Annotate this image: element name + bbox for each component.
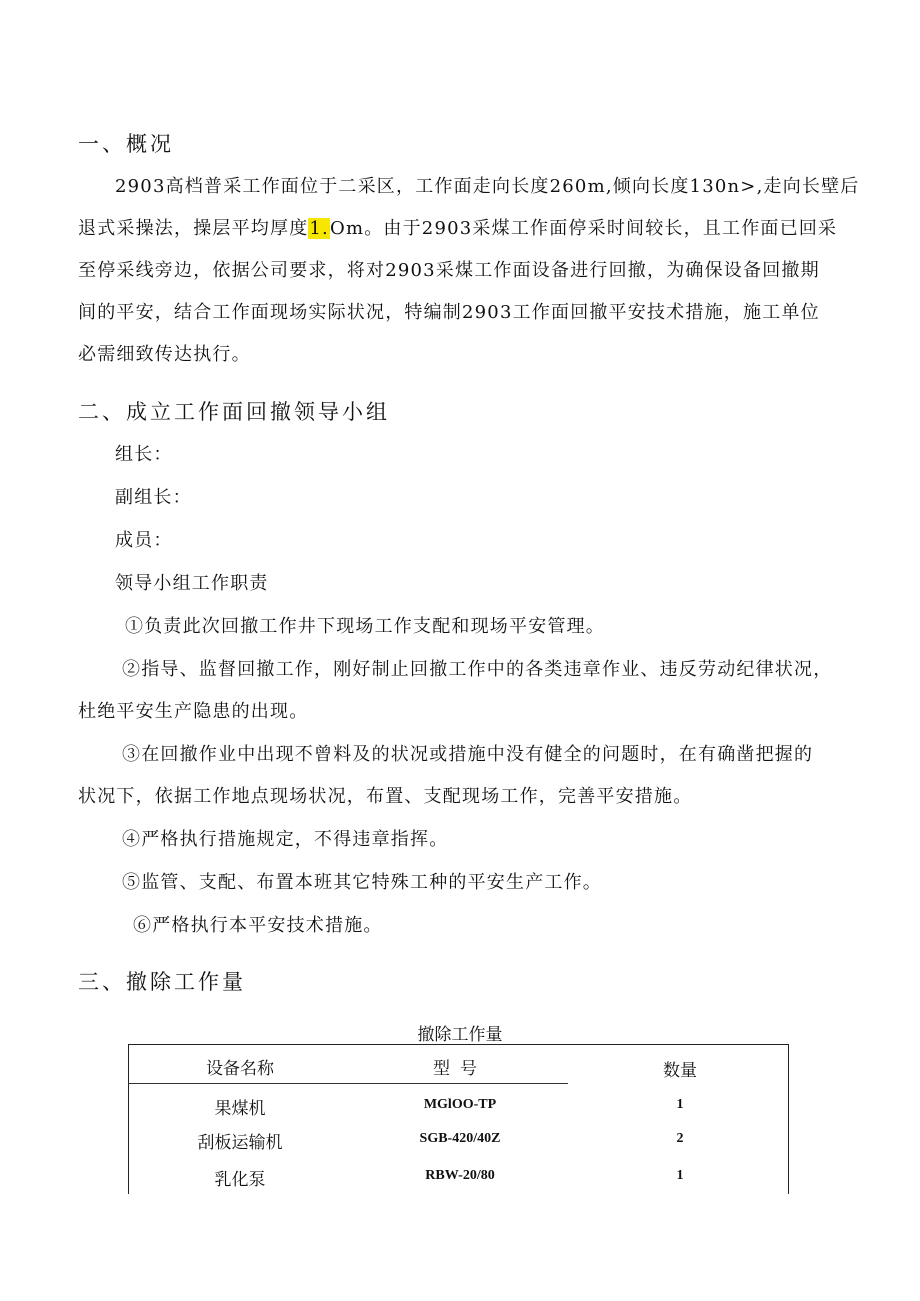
duty-item-4: ④严格执行措施规定，不得违章指挥。 <box>122 829 449 850</box>
s1-paragraph-line-5: 必需细致传达执行。 <box>78 344 251 365</box>
section-2-title: 二、成立工作面回撤领导小组 <box>78 400 390 424</box>
header-model: 型号 <box>433 1059 487 1078</box>
s1-paragraph-line-3: 至停采线旁边，依据公司要求，将对2903采煤工作面设备进行回撤，为确保设备回撤期 <box>78 260 820 281</box>
s1-line2-text-b: Om。由于2903采煤工作面停采时间较长，且工作面已回采 <box>329 218 838 239</box>
table-top-border <box>128 1044 789 1045</box>
duty-item-5: ⑤监管、支配、布置本班其它特殊工种的平安生产工作。 <box>122 872 602 893</box>
duties-heading: 领导小组工作职责 <box>115 573 269 594</box>
duty-item-6: ⑥严格执行本平安技术措施。 <box>133 915 383 936</box>
table-caption: 撤除工作量 <box>417 1025 503 1044</box>
leader-label: 组长： <box>115 444 173 465</box>
s1-line2-text-a: 退式采操法，操层平均厚度 <box>78 218 309 239</box>
section-3-title: 三、撤除工作量 <box>78 970 246 994</box>
s1-paragraph-line-2 <box>78 214 837 240</box>
s1-paragraph-line-1: 2903高档普采工作面位于二采区，工作面走向长度260m,倾向长度130n>,走向长壁后 <box>115 176 860 197</box>
row-3-qty: 1 <box>676 1168 684 1183</box>
s1-paragraph-line-4: 间的平安，结合工作面现场实际状况，特编制2903工作面回撤平安技术措施，施工单位 <box>78 302 820 323</box>
duty-item-3-line-2: 状况下，依据工作地点现场状况，布置、支配现场工作，完善平安措施。 <box>78 786 693 807</box>
vice-leader-label: 副组长： <box>115 487 192 508</box>
table-left-border <box>128 1044 129 1194</box>
row-2-name: 刮板运输机 <box>197 1133 283 1152</box>
header-quantity: 数量 <box>663 1061 697 1080</box>
row-2-model: SGB-420/40Z <box>419 1131 501 1146</box>
duty-item-2-line-1: ②指导、监督回撤工作，刚好制止回撤工作中的各类违章作业、违反劳动纪律状况， <box>122 659 833 680</box>
table-header-divider <box>128 1083 568 1084</box>
duty-item-2-line-2: 杜绝平安生产隐患的出现。 <box>78 701 309 722</box>
row-1-name: 果煤机 <box>214 1099 266 1118</box>
table-right-border <box>788 1044 789 1194</box>
row-1-model: MGlOO-TP <box>423 1097 497 1112</box>
row-2-qty: 2 <box>676 1131 684 1146</box>
row-3-name: 乳化泵 <box>214 1170 266 1189</box>
row-1-qty: 1 <box>676 1097 684 1112</box>
row-3-model: RBW-20/80 <box>425 1168 495 1183</box>
members-label: 成员： <box>115 530 173 551</box>
section-1-title: 一、概况 <box>78 132 174 156</box>
duty-item-1: ①负责此次回撤工作井下现场工作支配和现场平安管理。 <box>125 616 605 637</box>
highlighted-text: 1. <box>309 218 329 239</box>
duty-item-3-line-1: ③在回撤作业中出现不曾料及的状况或措施中没有健全的问题时，在有确凿把握的 <box>122 744 814 765</box>
header-equipment-name: 设备名称 <box>206 1059 274 1078</box>
